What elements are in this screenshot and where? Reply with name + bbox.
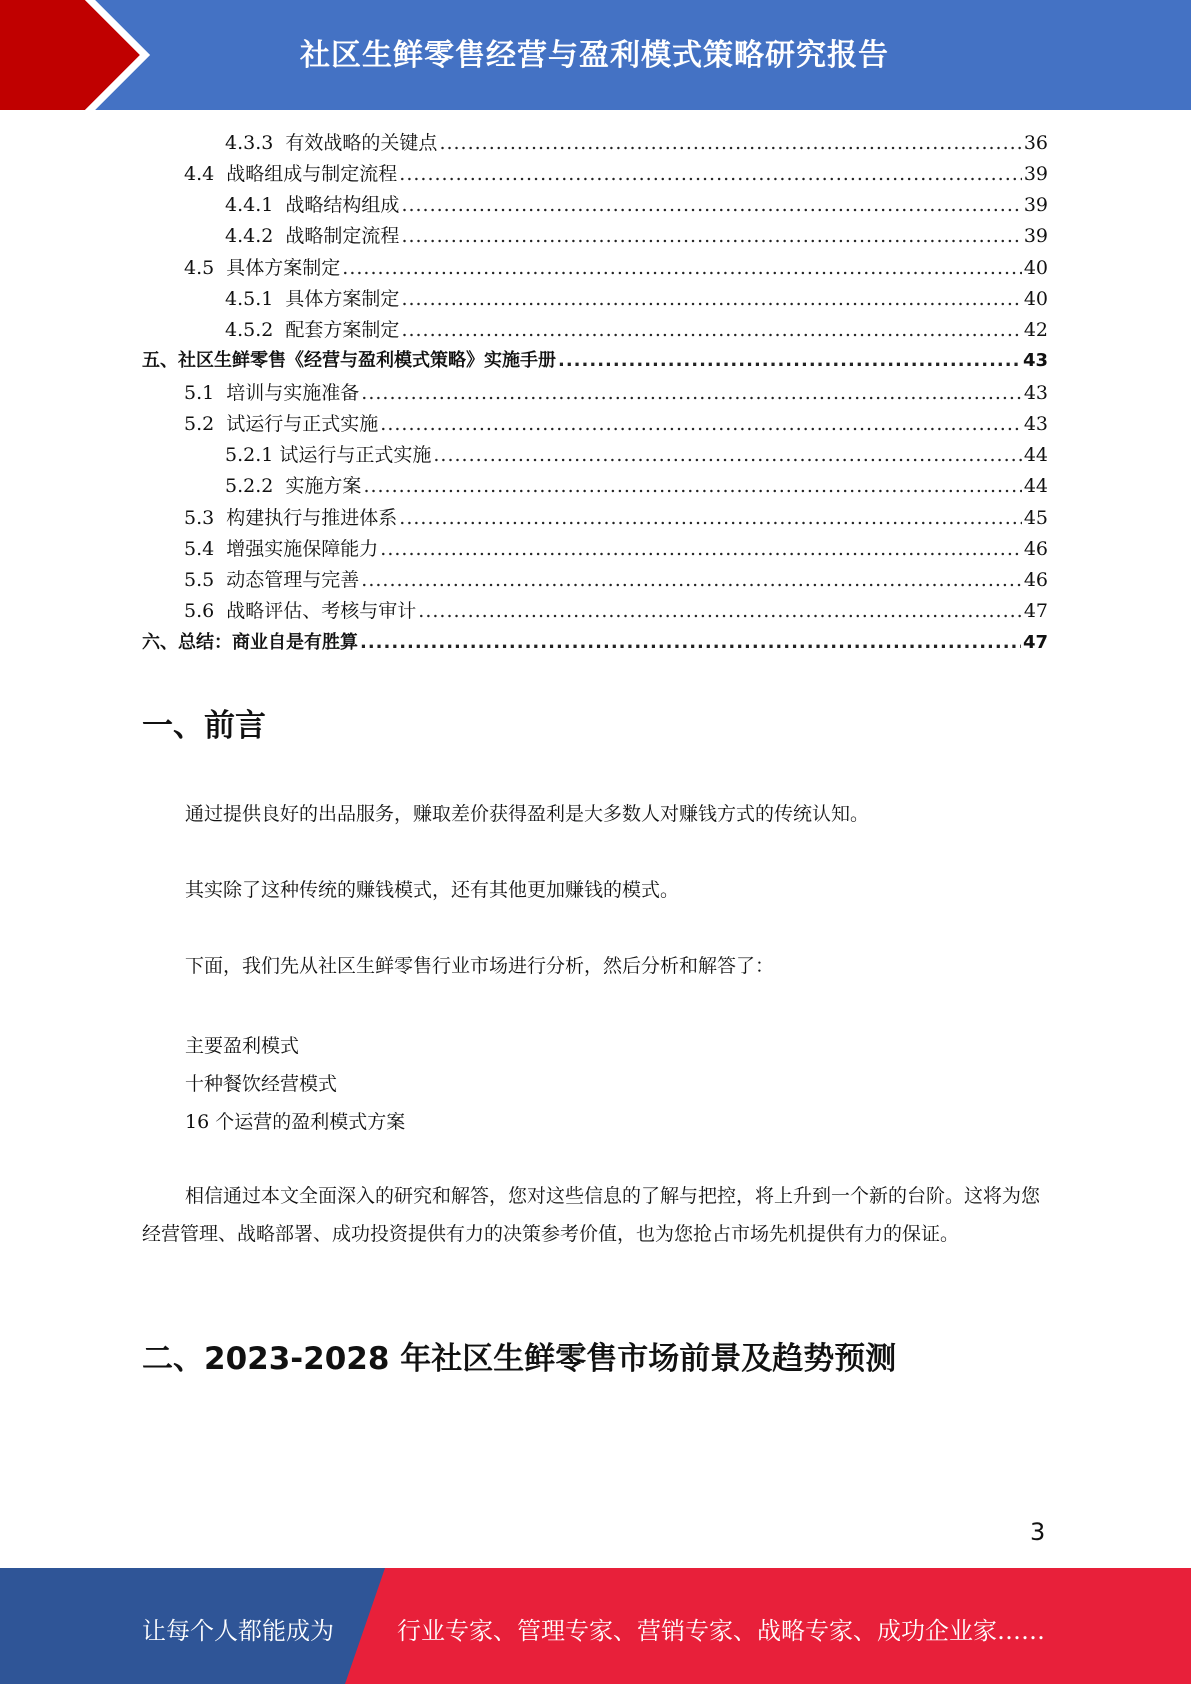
toc-entry[interactable] [184,596,1048,626]
toc-entry[interactable] [184,253,1048,283]
toc-leader [401,284,1021,314]
toc-entry-label: 4.5.1 具体方案制定 [225,288,400,310]
footer-slogan-right: 行业专家、管理专家、营销专家、战略专家、成功企业家…… [397,1617,1045,1645]
page-header [0,0,1191,110]
toc-entry-label: 4.4.2 战略制定流程 [225,225,400,247]
toc-entry-label: 4.5.2 配套方案制定 [225,319,400,341]
toc-entry[interactable] [184,565,1048,595]
toc-entry-page: 43 [1023,382,1048,404]
list-item: 16 个运营的盈利模式方案 [185,1111,406,1133]
toc-entry-label: 5.2 试运行与正式实施 [184,413,379,435]
toc-entry-label: 5.3 构建执行与推进体系 [184,507,398,529]
toc-entry[interactable] [184,503,1048,533]
toc-entry-page: 45 [1023,507,1048,529]
toc-leader [401,190,1021,220]
toc-entry[interactable] [184,409,1048,439]
toc-entry-page: 36 [1023,132,1048,154]
toc-entry-label: 5.5 动态管理与完善 [184,569,360,591]
toc-entry[interactable] [225,190,1048,220]
toc-entry-page: 47 [1023,600,1048,622]
toc-leader [361,565,1022,595]
list-item: 十种餐饮经营模式 [185,1073,338,1095]
toc-entry-page: 44 [1023,475,1048,497]
toc-entry[interactable] [225,471,1048,501]
toc-entry[interactable] [225,221,1048,251]
toc-entry-label: 5.2.2 实施方案 [225,475,362,497]
toc-entry-page: 43 [1022,350,1048,371]
toc-leader [418,596,1022,626]
toc-entry-label: 4.3.3 有效战略的关键点 [225,132,438,154]
toc-leader [399,503,1022,533]
toc-entry-label: 5.1 培训与实施准备 [184,382,360,404]
toc-entry-page: 46 [1023,538,1048,560]
toc-chapter-entry[interactable] [142,346,1048,376]
toc-leader [342,253,1022,283]
page-number: 3 [1030,1518,1046,1546]
section-heading: 二、2023-2028 年社区生鲜零售市场前景及趋势预测 [142,1341,897,1377]
paragraph: 下面，我们先从社区生鲜零售行业市场进行分析，然后分析和解答了： [185,955,775,977]
toc-leader [558,346,1021,376]
toc-entry[interactable] [184,159,1048,189]
paragraph: 相信通过本文全面深入的研究和解答，您对这些信息的了解与把控，将上升到一个新的台阶。这将为您经营管理、战略部署、成功投资提供有力的决策参考价值，也为您抢占市场先机提供有力的保证。 [142,1185,1041,1245]
list-item: 主要盈利模式 [185,1035,300,1057]
section-heading: 一、前言 [142,708,266,744]
toc-leader [380,409,1022,439]
toc-leader [401,221,1021,251]
toc-leader [380,534,1022,564]
toc-entry-page: 40 [1023,257,1048,279]
toc-entry-page: 44 [1023,444,1048,466]
toc-leader [433,440,1021,470]
toc-entry[interactable] [225,315,1048,345]
toc-entry-label: 4.4.1 战略结构组成 [225,194,400,216]
footer-slogan-left: 让每个人都能成为 [142,1617,334,1645]
paragraph: 其实除了这种传统的赚钱模式，还有其他更加赚钱的模式。 [185,879,680,901]
toc-entry-label: 六、总结：商业自是有胜算 [142,632,358,653]
toc-leader [363,471,1021,501]
toc-entry-page: 47 [1022,632,1048,653]
toc-entry-page: 39 [1023,194,1048,216]
paragraph: 通过提供良好的出品服务，赚取差价获得盈利是大多数人对赚钱方式的传统认知。 [185,803,870,825]
toc-entry-page: 40 [1023,288,1048,310]
toc-leader [399,159,1022,189]
report-title: 社区生鲜零售经营与盈利模式策略研究报告 [300,38,889,73]
toc-entry-label: 4.5 具体方案制定 [184,257,341,279]
toc-entry-page: 42 [1023,319,1048,341]
toc-entry-label: 5.6 战略评估、考核与审计 [184,600,417,622]
toc-leader [360,628,1021,658]
toc-entry[interactable] [184,534,1048,564]
toc-entry-label: 4.4 战略组成与制定流程 [184,163,398,185]
toc-leader [361,378,1022,408]
toc-entry[interactable] [184,378,1048,408]
toc-entry-page: 39 [1023,163,1048,185]
toc-entry[interactable] [225,284,1048,314]
toc-entry-label: 5.4 增强实施保障能力 [184,538,379,560]
toc-entry[interactable] [225,440,1048,470]
page-footer [0,1568,1191,1684]
toc-entry-label: 5.2.1 试运行与正式实施 [225,444,432,466]
toc-leader [439,128,1021,158]
toc-leader [401,315,1021,345]
toc-chapter-entry[interactable] [142,628,1048,658]
toc-entry-label: 五、社区生鲜零售《经营与盈利模式策略》实施手册 [142,350,556,371]
toc-entry-page: 39 [1023,225,1048,247]
toc-entry-page: 46 [1023,569,1048,591]
toc-entry-page: 43 [1023,413,1048,435]
toc-entry[interactable] [225,128,1048,158]
